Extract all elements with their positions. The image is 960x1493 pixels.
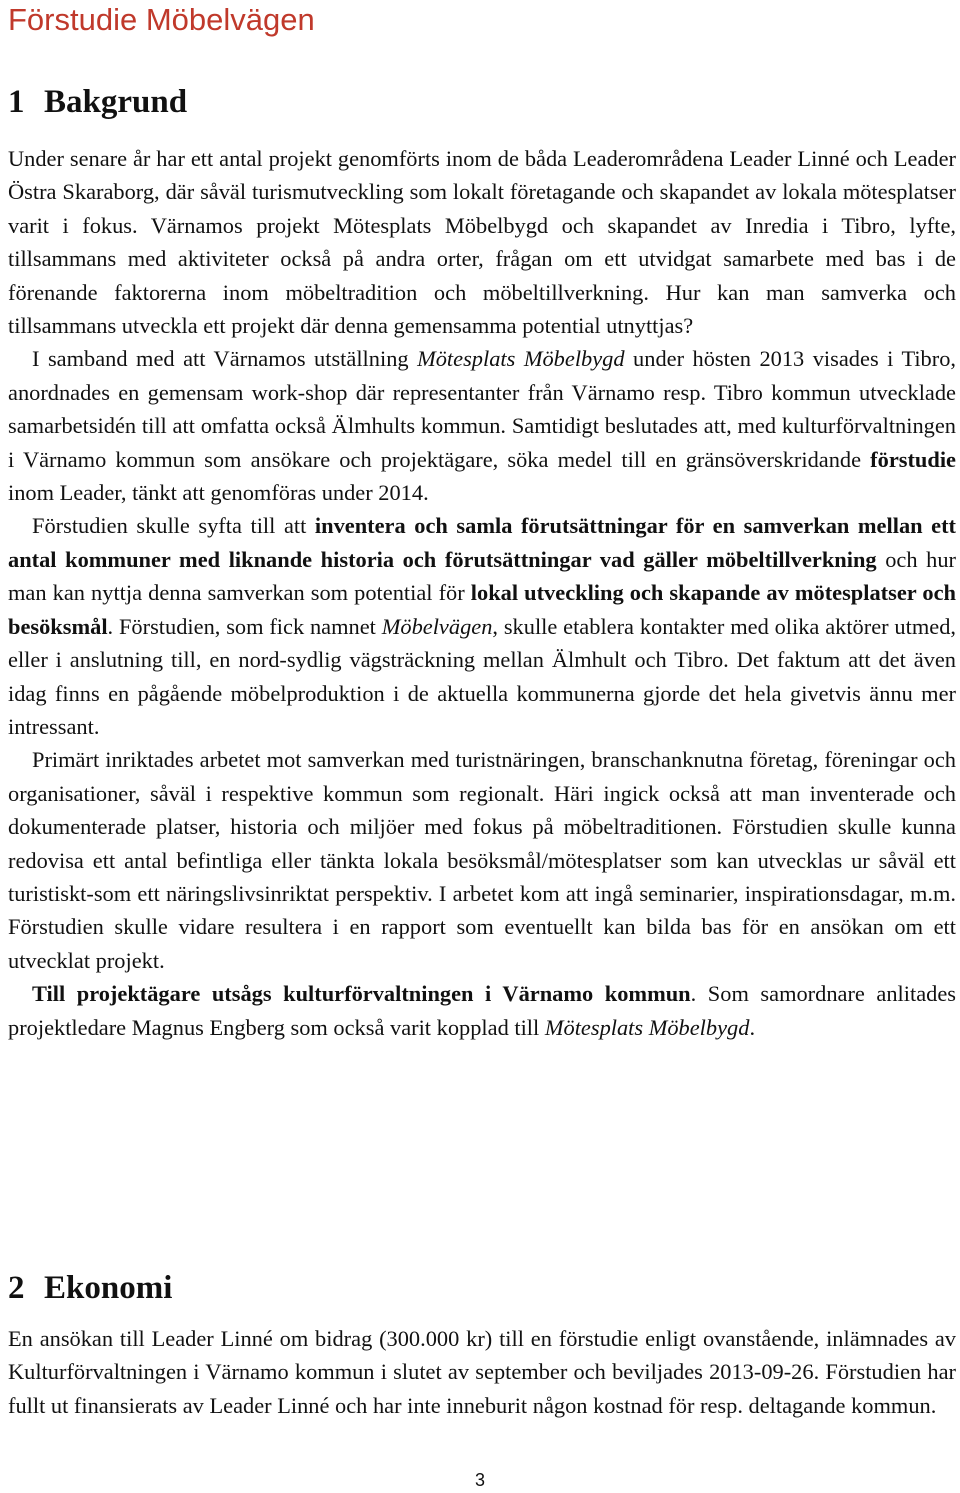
text-run: . (749, 1014, 756, 1040)
text-run: . Som samordnare anlitades projektledare Magnus Engberg som också varit kopplad till (8, 981, 957, 1040)
text-run-italic: Mötesplats Möbelbygd (544, 1014, 750, 1040)
text-run-bold: inventera och samla förutsättningar för en samverkan mellan ett antal kommuner med liknande historia och förutsättningar vad gäller möbeltillverkning (8, 513, 957, 572)
paragraph-ekonomi-1: En ansökan till Leader Linné om bidrag (300.000 kr) till en förstudie enligt ovanstående, inlämnades av Kulturförvaltningen i Värnamo kommun i slutet av september och beviljades 2013-09-26. Förstudien har fullt ut finansierats av Leader Linné och har inte inneburit någon kostnad för resp. deltagande kommun. (8, 1326, 956, 1418)
text-run: , skulle etablera kontakter med olika aktörer utmed, eller i anslutning till, en nord-sydlig vägsträckning mellan Älmhult och Tibro. Det faktum att det även idag finns en pågående möbelproduktion i de aktuella kommunerna gjorde det hela givetvis ännu mer intressant. (8, 613, 956, 739)
text-run-italic: Möbelvägen (381, 613, 493, 639)
section-number: 2 (8, 1270, 25, 1306)
paragraph-bakgrund-4: Primärt inriktades arbetet mot samverkan med turistnäringen, branschanknutna företag, föreningar och organisationer, såväl i respektive kommun som regionalt. Häri ingick också att man inventerade och dokumenterade platser, historia och miljöer med fokus på möbeltraditionen. Förstudien skulle kunna redovisa ett antal befintliga eller tänkta lokala besöksmål/mötesplatser som kan utvecklas ur såväl ett turistiskt-som ett näringslivsinriktat perspektiv. I arbetet kom att ingå seminarier, inspirationsdagar, m.m. Förstudien skulle vidare resultera i en rapport som eventuellt kan bilda bas för en ansökan om ett utvecklat projekt. (8, 747, 956, 973)
section-heading-bakgrund (8, 84, 187, 121)
section-body-ekonomi (8, 1322, 956, 1422)
text-run: och hur man kan nyttja denna samverkan som potential för (8, 546, 957, 606)
text-run: inom Leader, tänkt att genomföras under 2014. (8, 480, 429, 506)
page-number: 3 (474, 1470, 485, 1490)
document-title: Förstudie Möbelvägen (8, 2, 315, 37)
section-title: Ekonomi (44, 1270, 173, 1306)
text-run-bold: lokal utveckling och skapande av mötesplatser och besöksmål (8, 580, 956, 639)
paragraph-bakgrund-3 (8, 509, 956, 743)
paragraph-bakgrund-1: Under senare år har ett antal projekt genomförts inom de båda Leaderområdena Leader Linné och Leader Östra Skaraborg, där såväl turismutveckling som lokalt företagande och skapandet av lokala mötesplatser varit i fokus. Värnamos projekt Mötesplats Möbelbygd och skapandet av Inredia i Tibro, lyfte, tillsammans med aktiviteter också på andra orter, frågan om ett utvidgat samarbete med bas i de förenande faktorerna inom möbeltradition och möbeltillverkning. Hur kan man samverka och tillsammans utveckla ett projekt där denna gemensamma potential utnyttjas? (8, 146, 956, 339)
section-title: Bakgrund (44, 84, 188, 120)
text-run: under hösten 2013 visades i Tibro, anordnades en gemensam work-shop där representanter från Värnamo resp. Tibro kommun utvecklade samarbetsidén till att omfatta också Älmhults kommun. Samtidigt beslutades att, med kulturförvaltningen i Värnamo kommun som ansökare och projektägare, söka medel till en gränsöverskridande (8, 346, 957, 472)
text-run-italic: Mötesplats Möbelbygd (417, 346, 625, 372)
section-number: 1 (8, 84, 25, 120)
text-run: . Förstudien, som fick namnet (107, 613, 382, 639)
section-body-bakgrund (8, 142, 956, 1044)
text-run-bold: förstudie (870, 446, 956, 472)
text-run: Förstudien skulle syfta till att (32, 513, 315, 539)
section-heading-ekonomi (8, 1270, 172, 1307)
text-run-bold: Till projektägare utsågs kulturförvaltningen i Värnamo kommun (32, 981, 691, 1007)
paragraph-bakgrund-5 (8, 977, 956, 1044)
paragraph-bakgrund-2 (8, 342, 956, 509)
text-run: I samband med att Värnamos utställning (32, 346, 418, 372)
